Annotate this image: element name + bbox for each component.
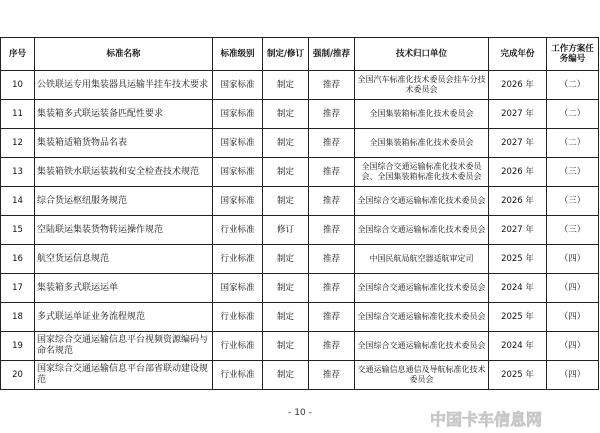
row-unit: 全国综合交通运输标准化技术委员会 bbox=[355, 274, 489, 303]
row-level: 国家标准 bbox=[213, 100, 263, 129]
row-task: （三） bbox=[547, 216, 599, 245]
row-mandatory: 推荐 bbox=[309, 361, 355, 390]
row-year: 2027 年 bbox=[489, 129, 547, 158]
row-name: 集装箱适箱货物品名表 bbox=[35, 129, 213, 158]
row-type: 制定 bbox=[263, 274, 309, 303]
row-unit: 中国民航局航空器适航审定司 bbox=[355, 245, 489, 274]
row-name: 集装箱铁水联运装载和安全检查技术规范 bbox=[35, 158, 213, 187]
row-type: 制定 bbox=[263, 245, 309, 274]
table-row bbox=[1, 245, 599, 274]
row-type: 修订 bbox=[263, 216, 309, 245]
row-name: 集装箱多式联运运单 bbox=[35, 274, 213, 303]
row-name: 国家综合交通运输信息平台视频资源编码与命名规范 bbox=[35, 332, 213, 361]
row-year: 2026 年 bbox=[489, 71, 547, 100]
table-row bbox=[1, 158, 599, 187]
header-unit: 技术归口单位 bbox=[355, 38, 489, 71]
watermark-text: 中国卡车信息网 bbox=[430, 410, 543, 429]
row-name: 公铁联运专用集装器具运输半挂车技术要求 bbox=[35, 71, 213, 100]
row-type: 制定 bbox=[263, 303, 309, 332]
row-no: 16 bbox=[1, 245, 35, 274]
row-type: 制定 bbox=[263, 100, 309, 129]
standards-table bbox=[0, 37, 599, 390]
row-task: （四） bbox=[547, 303, 599, 332]
row-mandatory: 推荐 bbox=[309, 187, 355, 216]
header-name: 标准名称 bbox=[35, 38, 213, 71]
row-unit: 全国综合交通运输标准化技术委员会 bbox=[355, 216, 489, 245]
row-unit: 全国集装箱标准化技术委员会 bbox=[355, 100, 489, 129]
row-level: 国家标准 bbox=[213, 158, 263, 187]
row-mandatory: 推荐 bbox=[309, 332, 355, 361]
row-unit: 全国综合交通运输标准化技术委员会 bbox=[355, 187, 489, 216]
row-task: （四） bbox=[547, 245, 599, 274]
row-name: 集装箱多式联运装备匹配性要求 bbox=[35, 100, 213, 129]
row-unit: 交通运输信息通信及导航标准化技术委员会 bbox=[355, 361, 489, 390]
row-unit: 全国综合交通运输标准化技术委员会、全国集装箱标准化技术委员会 bbox=[355, 158, 489, 187]
row-task: （三） bbox=[547, 187, 599, 216]
row-year: 2025 年 bbox=[489, 303, 547, 332]
row-no: 15 bbox=[1, 216, 35, 245]
row-mandatory: 推荐 bbox=[309, 129, 355, 158]
row-year: 2025 年 bbox=[489, 245, 547, 274]
row-task: （四） bbox=[547, 361, 599, 390]
row-no: 14 bbox=[1, 187, 35, 216]
row-type: 制定 bbox=[263, 129, 309, 158]
row-mandatory: 推荐 bbox=[309, 216, 355, 245]
row-task: （四） bbox=[547, 274, 599, 303]
row-no: 11 bbox=[1, 100, 35, 129]
table-row bbox=[1, 216, 599, 245]
row-type: 制定 bbox=[263, 332, 309, 361]
table-row bbox=[1, 361, 599, 390]
row-mandatory: 推荐 bbox=[309, 100, 355, 129]
row-unit: 全国汽车标准化技术委员会挂车分技术委员会 bbox=[355, 71, 489, 100]
row-task: （二） bbox=[547, 100, 599, 129]
row-name: 多式联运单证业务流程规范 bbox=[35, 303, 213, 332]
row-year: 2026 年 bbox=[489, 158, 547, 187]
row-year: 2024 年 bbox=[489, 274, 547, 303]
table-row bbox=[1, 100, 599, 129]
row-level: 行业标准 bbox=[213, 245, 263, 274]
row-mandatory: 推荐 bbox=[309, 245, 355, 274]
row-name: 国家综合交通运输信息平台部省联动建设规范 bbox=[35, 361, 213, 390]
row-year: 2027 年 bbox=[489, 216, 547, 245]
header-level: 标准级别 bbox=[213, 38, 263, 71]
row-level: 行业标准 bbox=[213, 332, 263, 361]
table-row bbox=[1, 129, 599, 158]
row-level: 国家标准 bbox=[213, 71, 263, 100]
row-level: 国家标准 bbox=[213, 129, 263, 158]
table-row bbox=[1, 303, 599, 332]
row-name: 空陆联运集装货物转运操作规范 bbox=[35, 216, 213, 245]
row-level: 行业标准 bbox=[213, 216, 263, 245]
row-type: 制定 bbox=[263, 158, 309, 187]
row-task: （三） bbox=[547, 158, 599, 187]
table-row bbox=[1, 274, 599, 303]
row-year: 2026 年 bbox=[489, 187, 547, 216]
row-task: （二） bbox=[547, 129, 599, 158]
row-no: 13 bbox=[1, 158, 35, 187]
row-level: 行业标准 bbox=[213, 303, 263, 332]
row-unit: 全国集装箱标准化技术委员会 bbox=[355, 129, 489, 158]
row-type: 制定 bbox=[263, 187, 309, 216]
row-year: 2027 年 bbox=[489, 100, 547, 129]
table-row bbox=[1, 332, 599, 361]
table-row bbox=[1, 71, 599, 100]
header-task: 工作方案任务编号 bbox=[547, 38, 599, 71]
header-year: 完成年份 bbox=[489, 38, 547, 71]
row-unit: 全国综合交通运输标准化技术委员会 bbox=[355, 332, 489, 361]
row-level: 行业标准 bbox=[213, 361, 263, 390]
table-row bbox=[1, 187, 599, 216]
row-level: 国家标准 bbox=[213, 274, 263, 303]
table-header-row bbox=[1, 38, 599, 71]
row-type: 制定 bbox=[263, 71, 309, 100]
row-year: 2025 年 bbox=[489, 361, 547, 390]
header-mandatory: 强制/推荐 bbox=[309, 38, 355, 71]
row-no: 10 bbox=[1, 71, 35, 100]
header-no: 序号 bbox=[1, 38, 35, 71]
header-type: 制定/修订 bbox=[263, 38, 309, 71]
row-name: 综合货运枢纽服务规范 bbox=[35, 187, 213, 216]
row-no: 18 bbox=[1, 303, 35, 332]
row-year: 2024 年 bbox=[489, 332, 547, 361]
row-no: 12 bbox=[1, 129, 35, 158]
row-task: （四） bbox=[547, 332, 599, 361]
row-mandatory: 推荐 bbox=[309, 158, 355, 187]
row-no: 17 bbox=[1, 274, 35, 303]
row-unit: 全国综合交通运输标准化技术委员会 bbox=[355, 303, 489, 332]
row-mandatory: 推荐 bbox=[309, 274, 355, 303]
row-mandatory: 推荐 bbox=[309, 303, 355, 332]
row-no: 19 bbox=[1, 332, 35, 361]
row-name: 航空货运信息规范 bbox=[35, 245, 213, 274]
row-no: 20 bbox=[1, 361, 35, 390]
row-type: 制定 bbox=[263, 361, 309, 390]
row-task: （二） bbox=[547, 71, 599, 100]
row-mandatory: 推荐 bbox=[309, 71, 355, 100]
row-level: 国家标准 bbox=[213, 187, 263, 216]
site-watermark-logo bbox=[430, 409, 592, 429]
page-number: - 10 - bbox=[288, 408, 312, 418]
